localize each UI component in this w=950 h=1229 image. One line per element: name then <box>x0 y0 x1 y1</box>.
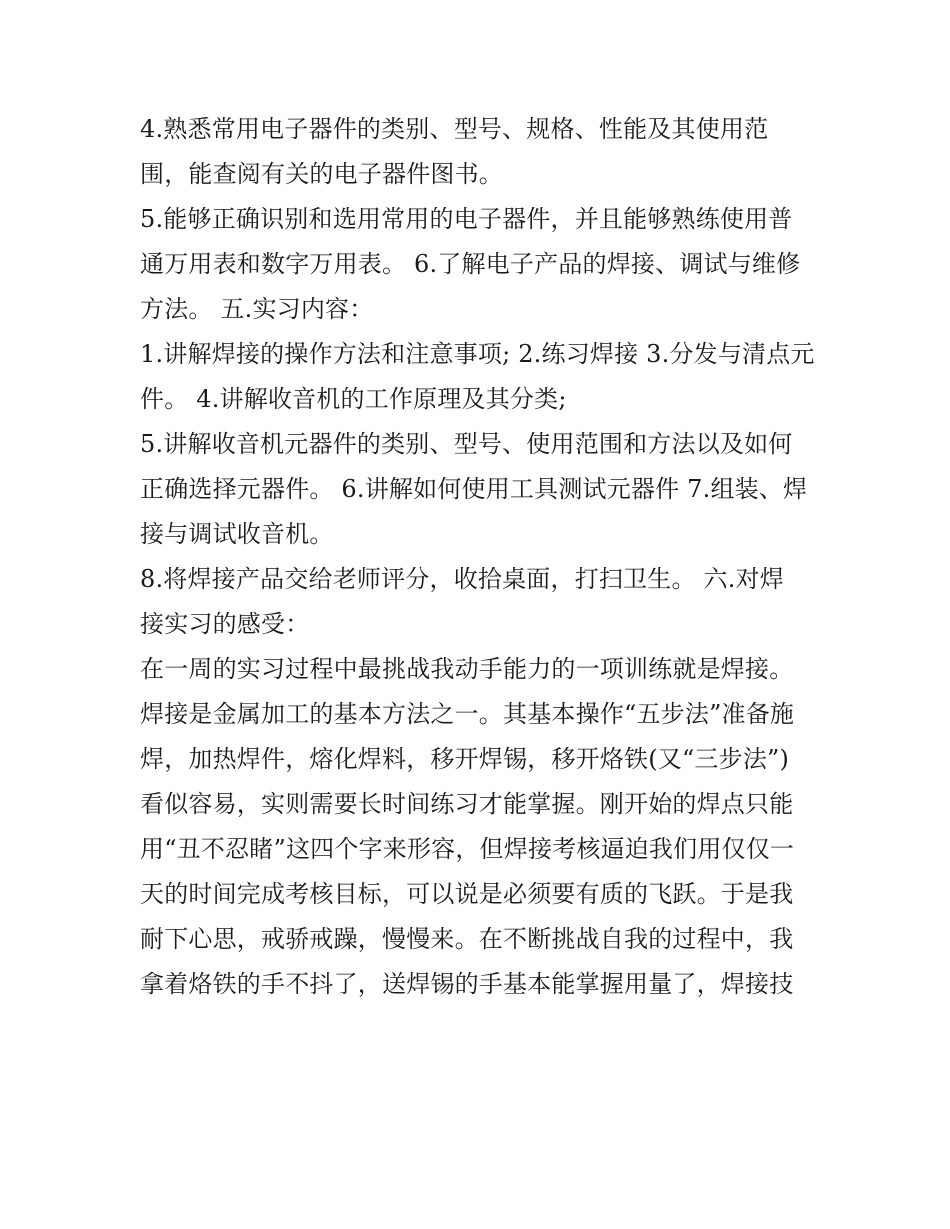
text-line: 天的时间完成考核目标，可以说是必须要有质的飞跃。于是我 <box>140 880 794 908</box>
text-line: 件。 4.讲解收音机的工作原理及其分类; <box>140 385 567 413</box>
text-line: 用“丑不忍睹”这四个字来形容，但焊接考核逼迫我们用仅仅一 <box>140 835 795 863</box>
text-line: 围，能查阅有关的电子器件图书。 <box>140 160 503 188</box>
text-line: 方法。 五.实习内容： <box>140 295 374 323</box>
text-line: 拿着烙铁的手不抖了，送焊锡的手基本能掌握用量了，焊接技 <box>140 970 794 998</box>
text-line: 4.熟悉常用电子器件的类别、型号、规格、性能及其使用范 <box>140 115 769 143</box>
text-line: 耐下心思，戒骄戒躁，慢慢来。在不断挑战自我的过程中，我 <box>140 925 794 953</box>
text-line: 1.讲解焊接的操作方法和注意事项; 2.练习焊接 3.分发与清点元 <box>140 340 815 368</box>
text-line: 8.将焊接产品交给老师评分，收拾桌面，打扫卫生。 六.对焊 <box>140 565 784 593</box>
text-line: 5.讲解收音机元器件的类别、型号、使用范围和方法以及如何 <box>140 430 793 458</box>
text-line: 接与调试收音机。 <box>140 520 334 548</box>
text-line: 焊，加热焊件，熔化焊料，移开焊锡，移开烙铁(又“三步法”) <box>140 745 790 773</box>
text-line: 正确选择元器件。 6.讲解如何使用工具测试元器件 7.组装、焊 <box>140 475 808 503</box>
text-line: 通万用表和数字万用表。 6.了解电子产品的焊接、调试与维修 <box>140 250 801 278</box>
text-line: 接实习的感受： <box>140 610 310 638</box>
text-line: 看似容易，实则需要长时间练习才能掌握。刚开始的焊点只能 <box>140 790 794 818</box>
text-line: 在一周的实习过程中最挑战我动手能力的一项训练就是焊接。 <box>140 655 794 683</box>
text-line: 焊接是金属加工的基本方法之一。其基本操作“五步法”准备施 <box>140 700 795 728</box>
text-line: 5.能够正确识别和选用常用的电子器件，并且能够熟练使用普 <box>140 205 793 233</box>
document-body <box>140 107 815 1007</box>
